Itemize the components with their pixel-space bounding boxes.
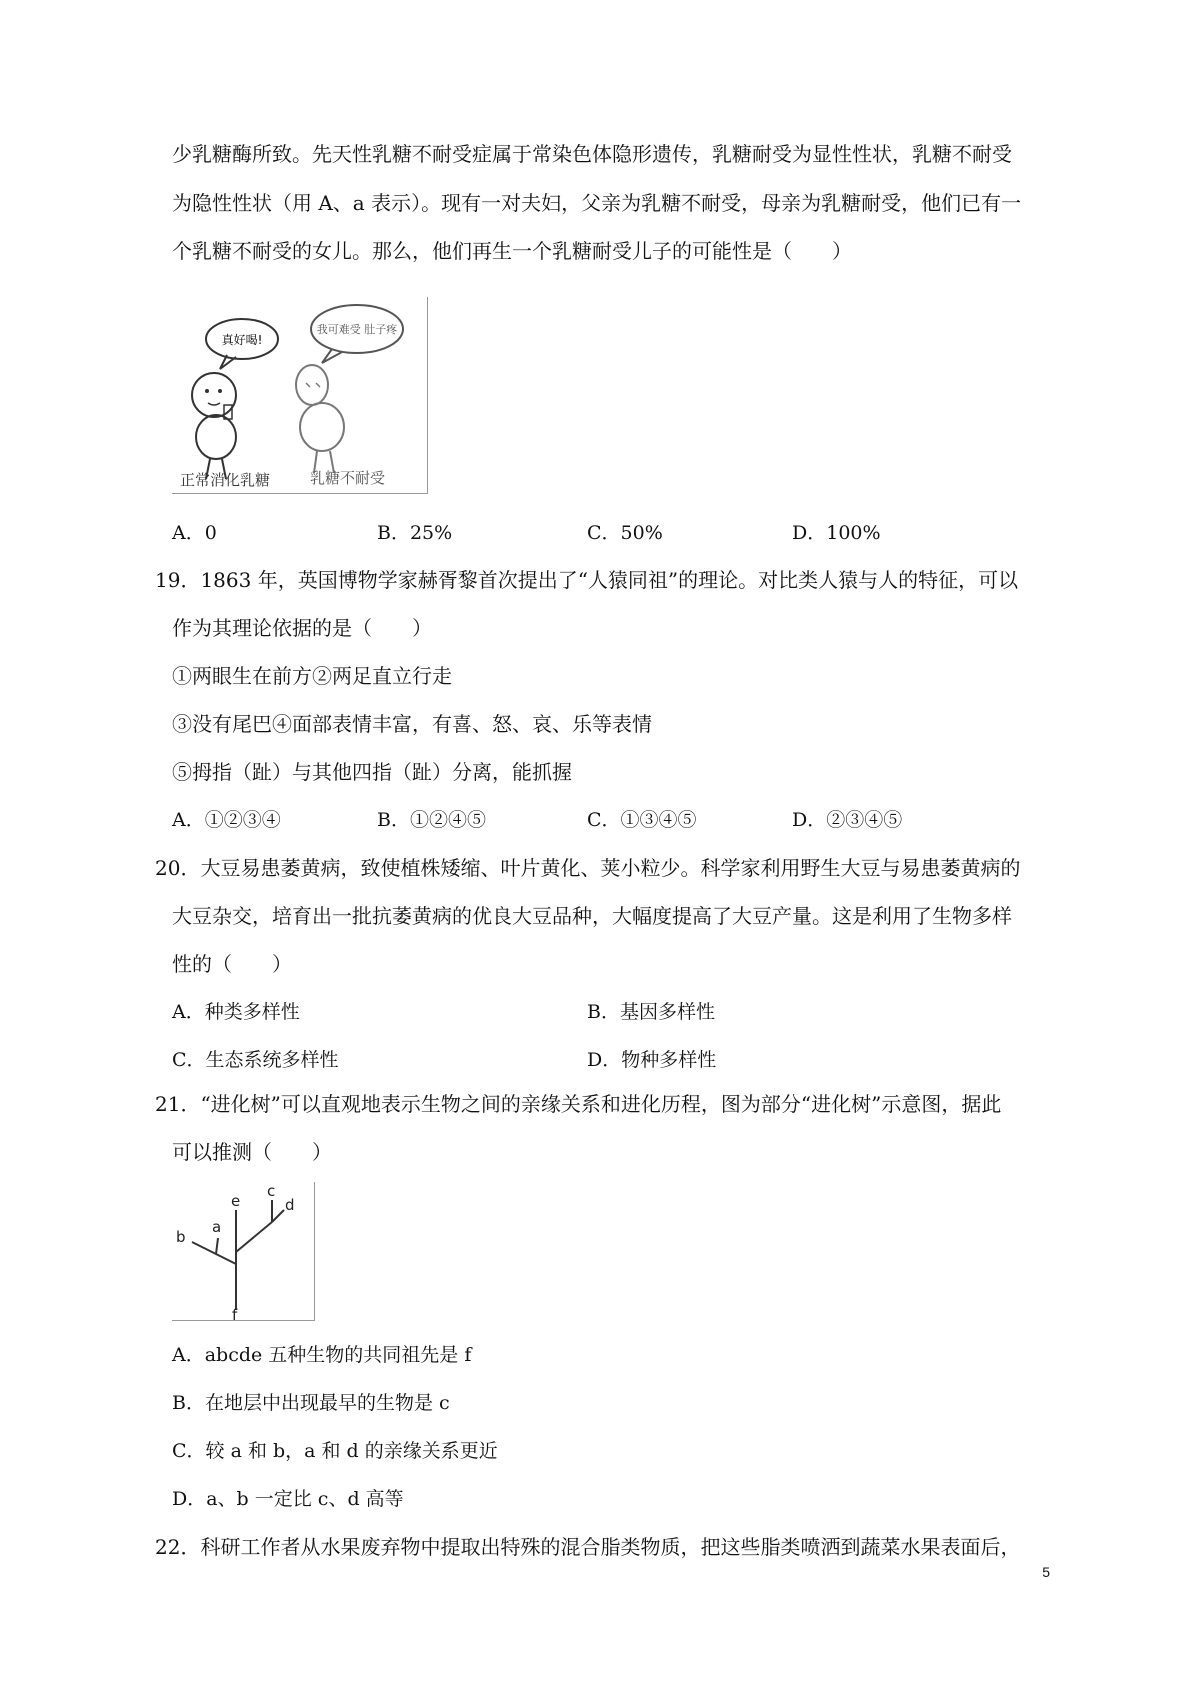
q19-option-c: C．①③④⑤ bbox=[587, 809, 697, 831]
q20-option-c: C．生态系统多样性 bbox=[172, 1049, 339, 1071]
left-bubble-text: 真好喝! bbox=[221, 333, 263, 347]
q19-option-b: B．①②④⑤ bbox=[377, 809, 486, 831]
q19-stem-line-2: 作为其理论依据的是（ ） bbox=[172, 616, 432, 640]
evolution-tree bbox=[172, 1182, 314, 1320]
tree-label-b: b bbox=[176, 1228, 186, 1246]
right-person-head bbox=[296, 365, 328, 405]
page-number: 5 bbox=[1042, 1564, 1050, 1580]
left-person-body bbox=[196, 415, 236, 459]
q20-stem-line-3: 性的（ ） bbox=[172, 952, 292, 976]
lactose-cartoon bbox=[172, 297, 427, 493]
q20-stem-line-1: 20．大豆易患萎黄病，致使植株矮缩、叶片黄化、荚小粒少。科学家利用野生大豆与易患萎黄病的 bbox=[155, 856, 1021, 880]
caption-intolerant: 乳糖不耐受 bbox=[310, 469, 386, 487]
q19-item-3: ⑤拇指（趾）与其他四指（趾）分离，能抓握 bbox=[172, 760, 572, 784]
caption-normal: 正常消化乳糖 bbox=[180, 471, 271, 489]
right-person-body bbox=[300, 403, 344, 451]
q21-option-b: B．在地层中出现最早的生物是 c bbox=[172, 1392, 450, 1414]
q21-stem-line-1: 21．“进化树”可以直观地表示生物之间的亲缘关系和进化历程，图为部分“进化树”示意图，据此 bbox=[155, 1092, 1002, 1116]
q19-option-d: D．②③④⑤ bbox=[792, 809, 903, 831]
q20-option-a: A．种类多样性 bbox=[172, 1001, 300, 1023]
q19-option-a: A．①②③④ bbox=[172, 809, 281, 831]
q19-item-2: ③没有尾巴④面部表情丰富，有喜、怒、哀、乐等表情 bbox=[172, 712, 652, 736]
q18-option-a: A．0 bbox=[172, 522, 217, 544]
left-person-head bbox=[192, 373, 236, 417]
tree-label-f: f bbox=[232, 1306, 238, 1320]
q18-line-3: 个乳糖不耐受的女儿。那么，他们再生一个乳糖耐受儿子的可能性是（ ） bbox=[172, 239, 852, 263]
q18-line-1: 少乳糖酶所致。先天性乳糖不耐受症属于常染色体隐形遗传，乳糖耐受为显性性状，乳糖不耐受 bbox=[172, 142, 1012, 166]
q20-option-d: D．物种多样性 bbox=[587, 1049, 717, 1071]
q21-stem-line-2: 可以推测（ ） bbox=[172, 1140, 332, 1164]
q19-item-1: ①两眼生在前方②两足直立行走 bbox=[172, 664, 452, 688]
evolution-tree-figure bbox=[172, 1182, 315, 1321]
tree-label-d: d bbox=[285, 1196, 295, 1214]
q21-option-d: D．a、b 一定比 c、d 高等 bbox=[172, 1488, 404, 1510]
tree-label-c: c bbox=[267, 1182, 276, 1200]
q21-option-a: A．abcde 五种生物的共同祖先是 f bbox=[172, 1344, 472, 1366]
tree-label-e: e bbox=[231, 1192, 241, 1210]
q18-option-b: B．25% bbox=[377, 522, 453, 544]
lactose-figure bbox=[172, 297, 428, 494]
q20-stem-line-2: 大豆杂交，培育出一批抗萎黄病的优良大豆品种，大幅度提高了大豆产量。这是利用了生物多样 bbox=[172, 904, 1012, 928]
q18-option-c: C．50% bbox=[587, 522, 663, 544]
q21-option-c: C．较 a 和 b，a 和 d 的亲缘关系更近 bbox=[172, 1440, 498, 1462]
q22-stem-line-1: 22．科研工作者从水果废弃物中提取出特殊的混合脂类物质，把这些脂类喷洒到蔬菜水果表面后， bbox=[155, 1535, 1021, 1559]
tree-label-a: a bbox=[212, 1218, 222, 1236]
q18-line-2: 为隐性性状（用 A、a 表示）。现有一对夫妇，父亲为乳糖不耐受，母亲为乳糖耐受，他们已有一 bbox=[172, 191, 1022, 215]
right-bubble-text: 我可难受 肚子疼 bbox=[316, 323, 398, 336]
q18-option-d: D．100% bbox=[792, 522, 881, 544]
q19-stem-line-1: 19．1863 年，英国博物学家赫胥黎首次提出了“人猿同祖”的理论。对比类人猿与人的特征，可以 bbox=[155, 568, 1019, 592]
q20-option-b: B．基因多样性 bbox=[587, 1001, 715, 1023]
